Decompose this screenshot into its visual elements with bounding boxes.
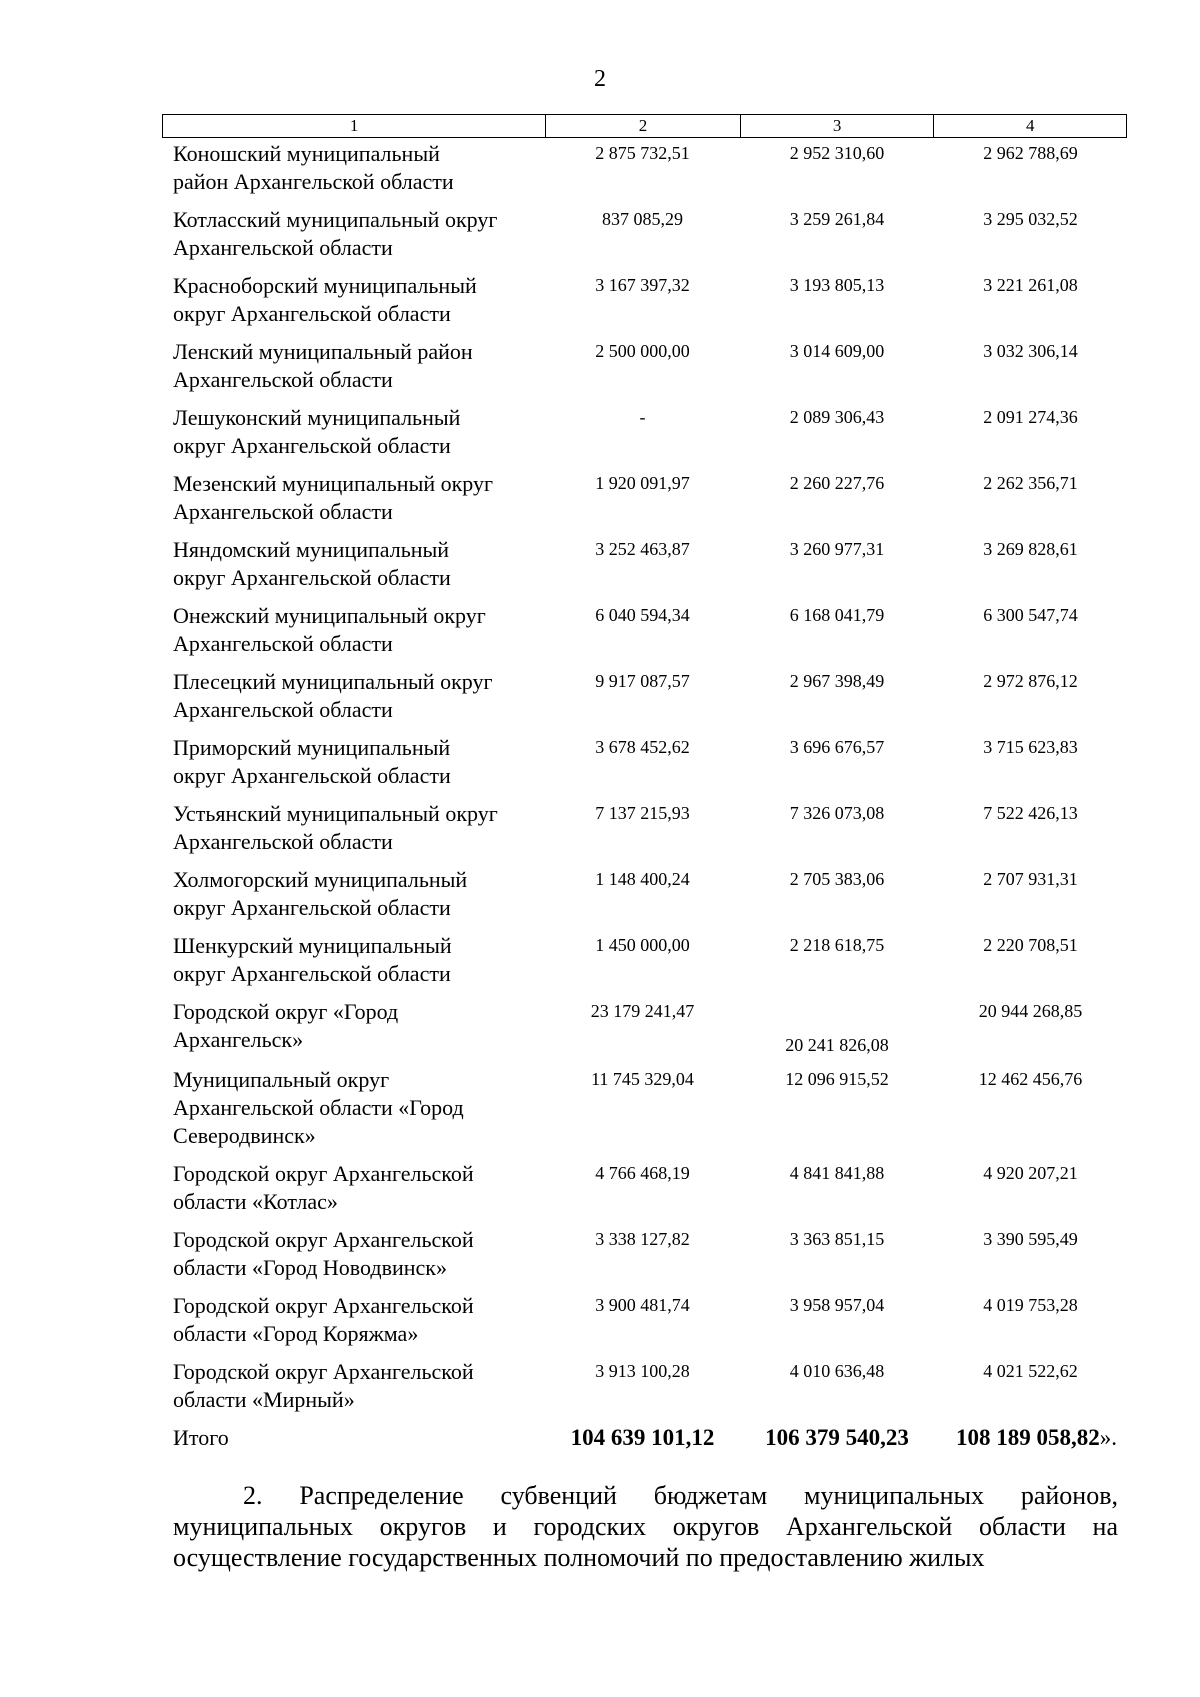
row-name (162, 470, 545, 526)
cell-col-2: 3 167 397,32 (595, 275, 690, 295)
cell-col-4: 7 522 426,13 (983, 803, 1078, 823)
row-name-line: округ Архангельской области (173, 961, 451, 986)
row-name-line: Плесецкий муниципальный округ (173, 669, 493, 694)
cell-col-3: 3 696 676,57 (789, 737, 885, 757)
cell-col-4: 3 715 623,83 (983, 737, 1078, 757)
cell-col-4: 6 300 547,74 (983, 605, 1078, 625)
cell-col-4: 2 972 876,12 (983, 671, 1078, 691)
row-name-line: Коношский муниципальный (173, 141, 440, 166)
cell-col-4: 3 295 032,52 (983, 209, 1078, 229)
row-name (162, 734, 545, 790)
row-name-line: Архангельской области (173, 235, 393, 260)
cell-col-2: 2 875 732,51 (595, 143, 690, 163)
row-name (162, 1066, 545, 1150)
row-name-line: Северодвинск» (173, 1123, 316, 1148)
row-gap (162, 1150, 1127, 1160)
row-name-line: округ Архангельской области (173, 433, 451, 458)
table-row (162, 1066, 1127, 1150)
cell-col-3: 2 260 227,76 (789, 473, 885, 493)
row-gap (162, 658, 1127, 668)
row-name-line: Онежский муниципальный округ (173, 603, 486, 628)
row-gap (162, 1414, 1127, 1424)
row-name-line: Няндомский муниципальный (173, 537, 450, 562)
row-name-line: округ Архангельской области (173, 565, 451, 590)
row-gap (162, 1348, 1127, 1358)
cell-col-3: 2 952 310,60 (789, 143, 885, 163)
row-gap (162, 856, 1127, 866)
row-gap (162, 922, 1127, 932)
cell-col-3: 20 241 826,08 (785, 1035, 889, 1055)
cell-col-3: 3 958 957,04 (789, 1295, 885, 1315)
header-col-2: 2 (545, 115, 740, 137)
row-gap (162, 592, 1127, 602)
row-gap (162, 328, 1127, 338)
cell-col-3: 12 096 915,52 (785, 1069, 889, 1089)
table-row-total (162, 1424, 1127, 1452)
cell-col-4: 20 944 268,85 (978, 1001, 1083, 1021)
total-col-4-value: 108 189 058,82 (956, 1425, 1100, 1450)
cell-col-4: 3 269 828,61 (983, 539, 1078, 559)
row-gap (162, 1056, 1127, 1066)
table-row (162, 206, 1127, 262)
cell-col-3: 3 260 977,31 (789, 539, 885, 559)
table-row (162, 536, 1127, 592)
row-name-line: Архангельской области «Город (173, 1095, 464, 1120)
body-paragraph: 2. Распределение субвенций бюджетам муниципальных районов, муниципальных округов и городских округов Архангельской области на осуществление государственных полномочий по предоставлению жилых (173, 1481, 1118, 1572)
table-row (162, 1358, 1127, 1414)
row-name-line: Котласский муниципальный округ (173, 207, 498, 232)
row-gap (162, 196, 1127, 206)
row-gap (162, 1216, 1127, 1226)
row-name-line: области «Котлас» (173, 1189, 338, 1214)
table-row (162, 998, 1127, 1056)
row-name-line: Городской округ Архангельской (173, 1161, 474, 1186)
row-name (162, 668, 545, 724)
row-gap (162, 526, 1127, 536)
row-name-line: Холмогорский муниципальный (173, 867, 468, 892)
page-number: 2 (594, 66, 606, 92)
row-name (162, 998, 545, 1056)
table-body (162, 140, 1127, 1452)
cell-col-4: 2 220 708,51 (983, 935, 1078, 955)
row-name-line: Устьянский муниципальный округ (173, 801, 498, 826)
row-name-line: округ Архангельской области (173, 763, 451, 788)
cell-col-2: 2 500 000,00 (595, 341, 690, 361)
table-row (162, 338, 1127, 394)
row-name-line: Лешуконский муниципальный (173, 405, 461, 430)
table-header (162, 114, 1127, 138)
row-gap (162, 262, 1127, 272)
row-name-line: Архангельской области (173, 631, 393, 656)
total-col-2: 104 639 101,12 (570, 1425, 715, 1450)
row-gap (162, 988, 1127, 998)
cell-col-2: 7 137 215,93 (595, 803, 690, 823)
cell-col-2: 3 900 481,74 (595, 1295, 690, 1315)
cell-col-2: 1 148 400,24 (595, 869, 690, 889)
cell-col-2: 9 917 087,57 (595, 671, 690, 691)
row-name-line: Архангельской области (173, 697, 393, 722)
total-col-3: 106 379 540,23 (765, 1425, 909, 1450)
row-gap (162, 394, 1127, 404)
row-gap (162, 724, 1127, 734)
row-name (162, 1292, 545, 1348)
row-name-line: области «Город Коряжма» (173, 1321, 419, 1346)
cell-col-3: 2 705 383,06 (789, 869, 885, 889)
header-col-1: 1 (349, 116, 359, 135)
table-row (162, 734, 1127, 790)
table-row (162, 1292, 1127, 1348)
row-name-line: округ Архангельской области (173, 301, 451, 326)
cell-col-3: 4 841 841,88 (789, 1163, 885, 1183)
cell-col-2: 3 913 100,28 (595, 1361, 690, 1381)
row-name-line: Ленский муниципальный район (173, 339, 473, 364)
row-name-line: Архангельской области (173, 829, 393, 854)
table-row (162, 800, 1127, 856)
row-gap (162, 790, 1127, 800)
row-name (162, 272, 545, 328)
row-name (162, 800, 545, 856)
table-row (162, 140, 1127, 196)
cell-col-3: 3 363 851,15 (789, 1229, 885, 1249)
cell-col-4: 3 032 306,14 (983, 341, 1078, 361)
row-name-line: Городской округ Архангельской (173, 1293, 474, 1318)
row-name-line: Мезенский муниципальный округ (173, 471, 494, 496)
row-name (162, 602, 545, 658)
table-row (162, 1160, 1127, 1216)
total-col-4-suffix: ». (1099, 1425, 1117, 1450)
row-name (162, 1160, 545, 1216)
cell-col-3: 2 967 398,49 (789, 671, 885, 691)
cell-col-3: 3 014 609,00 (789, 341, 885, 361)
row-name-line: Городской округ «Город (173, 999, 399, 1024)
cell-col-2: 23 179 241,47 (590, 1001, 695, 1021)
cell-col-4: 2 262 356,71 (983, 473, 1078, 493)
row-name-line: Архангельск» (173, 1027, 304, 1052)
cell-col-4: 2 707 931,31 (983, 869, 1078, 889)
cell-col-4: 2 091 274,36 (983, 407, 1078, 427)
cell-col-3: 2 218 618,75 (789, 935, 885, 955)
row-name-line: Красноборский муниципальный (173, 273, 477, 298)
cell-col-2: 3 252 463,87 (595, 539, 690, 559)
table-row (162, 668, 1127, 724)
table-row (162, 404, 1127, 460)
cell-col-2: - (639, 407, 646, 427)
row-name (162, 338, 545, 394)
row-name-line: Муниципальный округ (173, 1067, 390, 1092)
cell-col-4: 3 390 595,49 (983, 1229, 1078, 1249)
row-name-line: Шенкурский муниципальный (173, 933, 452, 958)
cell-col-3: 7 326 073,08 (789, 803, 885, 823)
row-name (162, 932, 545, 988)
row-name (162, 1358, 545, 1414)
row-name (162, 1226, 545, 1282)
cell-col-2: 3 338 127,82 (595, 1229, 690, 1249)
cell-col-4: 4 920 207,21 (983, 1163, 1078, 1183)
table-row (162, 1226, 1127, 1282)
cell-col-3: 3 193 805,13 (789, 275, 885, 295)
cell-col-4: 2 962 788,69 (983, 143, 1078, 163)
total-col-4 (934, 1424, 1127, 1452)
row-gap (162, 1282, 1127, 1292)
total-label: Итого (173, 1425, 229, 1450)
cell-col-2: 1 920 091,97 (595, 473, 690, 493)
cell-col-4: 4 019 753,28 (983, 1295, 1078, 1315)
row-name-line: Городской округ Архангельской (173, 1227, 474, 1252)
cell-col-3: 2 089 306,43 (789, 407, 885, 427)
table-row (162, 272, 1127, 328)
row-name-line: области «Город Новодвинск» (173, 1255, 447, 1280)
header-col-4: 4 (933, 115, 1126, 137)
cell-col-3: 6 168 041,79 (789, 605, 885, 625)
row-name-line: Городской округ Архангельской (173, 1359, 474, 1384)
header-col-3: 3 (740, 115, 934, 137)
cell-col-4: 3 221 261,08 (983, 275, 1078, 295)
row-name (162, 206, 545, 262)
table-row (162, 602, 1127, 658)
row-name-line: Архангельской области (173, 499, 393, 524)
row-gap (162, 460, 1127, 470)
cell-col-3: 4 010 636,48 (789, 1361, 885, 1381)
row-name-line: Приморский муниципальный (173, 735, 451, 760)
cell-col-2: 837 085,29 (602, 209, 683, 229)
row-name-line: район Архангельской области (173, 169, 454, 194)
row-name (162, 866, 545, 922)
row-name (162, 536, 545, 592)
row-name-line: Архангельской области (173, 367, 393, 392)
cell-col-4: 12 462 456,76 (978, 1069, 1083, 1089)
cell-col-2: 1 450 000,00 (595, 935, 690, 955)
row-name (162, 404, 545, 460)
row-name-line: округ Архангельской области (173, 895, 451, 920)
cell-col-4: 4 021 522,62 (983, 1361, 1078, 1381)
cell-col-2: 3 678 452,62 (595, 737, 690, 757)
row-name (162, 140, 545, 196)
cell-col-2: 4 766 468,19 (595, 1163, 690, 1183)
cell-col-2: 11 745 329,04 (591, 1069, 694, 1089)
cell-col-3: 3 259 261,84 (789, 209, 885, 229)
row-name-line: области «Мирный» (173, 1387, 355, 1412)
table-row (162, 932, 1127, 988)
table-row (162, 470, 1127, 526)
cell-col-2: 6 040 594,34 (595, 605, 690, 625)
table-row (162, 866, 1127, 922)
